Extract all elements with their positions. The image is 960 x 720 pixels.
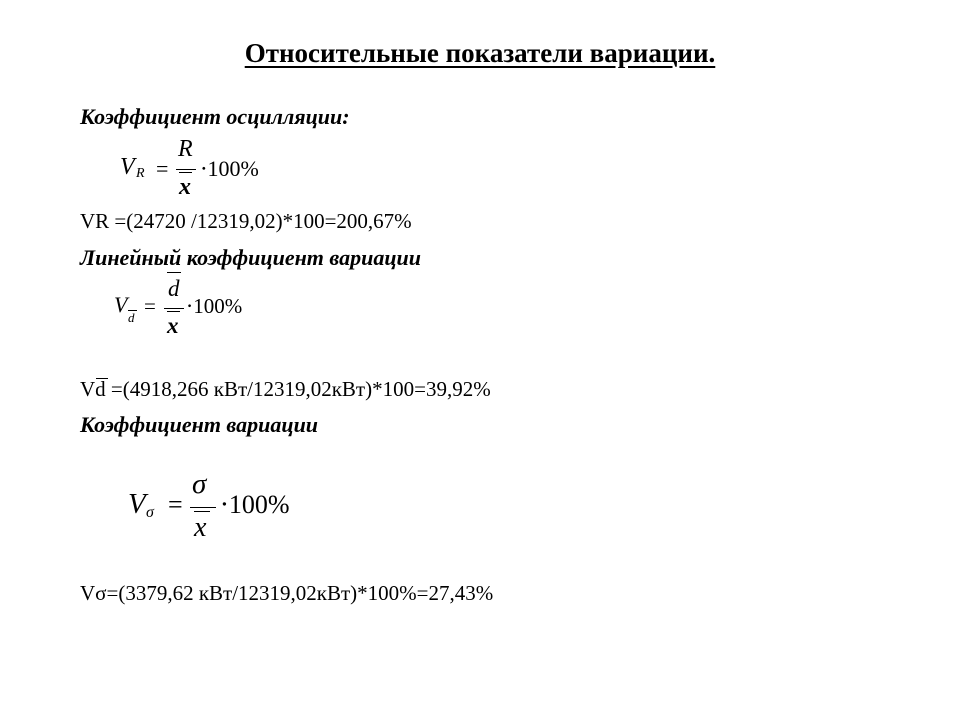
formula-equals: = bbox=[168, 490, 183, 519]
variation-coefficient-calculation: Vσ=(3379,62 кВт/12319,02кВт)*100%=27,43% bbox=[80, 581, 494, 605]
formula-subscript: d bbox=[128, 310, 135, 325]
mean-bar bbox=[167, 311, 180, 312]
numerator-bar bbox=[167, 272, 181, 273]
formula-numerator: d bbox=[168, 276, 180, 301]
formula-denominator: x bbox=[194, 512, 207, 543]
variation-coefficient-heading: Коэффициент вариации bbox=[80, 412, 319, 437]
mean-bar bbox=[179, 172, 192, 173]
formula-tail: ⋅100% bbox=[220, 490, 290, 519]
fraction-bar bbox=[176, 169, 196, 170]
formula-denominator: x bbox=[167, 313, 179, 338]
page-title: Относительные показатели вариации. bbox=[244, 38, 716, 68]
oscillation-coefficient-heading: Коэффициент осцилляции: bbox=[80, 104, 350, 129]
formula-denominator: x bbox=[179, 174, 191, 200]
formula-lhs: V bbox=[128, 488, 146, 520]
formula-tail: ⋅100% bbox=[186, 294, 243, 318]
formula-equals: = bbox=[156, 156, 169, 181]
formula-equals: = bbox=[144, 294, 156, 318]
formula-tail: ⋅100% bbox=[200, 156, 259, 181]
formula-subscript: σ bbox=[146, 504, 154, 521]
fraction-bar bbox=[164, 308, 184, 309]
variation-coefficient-formula bbox=[126, 468, 346, 552]
formula-lhs: V bbox=[120, 154, 135, 180]
linear-variation-coefficient-calculation: Vd =(4918,266 кВт/12319,02кВт)*100=39,92% bbox=[80, 377, 491, 401]
formula-subscript: R bbox=[136, 166, 145, 181]
linear-variation-coefficient-formula bbox=[112, 268, 312, 348]
calc-bar bbox=[96, 378, 108, 379]
fraction-bar bbox=[190, 507, 216, 508]
formula-numerator: σ bbox=[192, 468, 207, 500]
linear-variation-coefficient-heading: Линейный коэффициент вариации bbox=[80, 245, 422, 270]
formula-numerator: R bbox=[178, 136, 193, 162]
oscillation-coefficient-formula bbox=[118, 136, 318, 206]
formula-lhs: V bbox=[114, 292, 128, 317]
oscillation-coefficient-calculation: VR =(24720 /12319,02)*100=200,67% bbox=[80, 209, 412, 233]
